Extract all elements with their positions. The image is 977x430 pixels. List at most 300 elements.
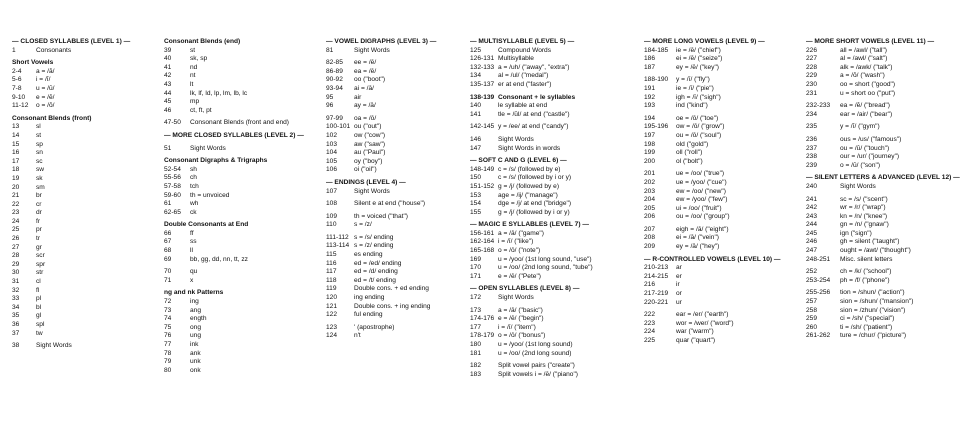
lesson-number: 239 bbox=[806, 161, 818, 169]
lesson-number: 123 bbox=[326, 323, 338, 331]
lesson-topic: e = /ē/ ("begin") bbox=[498, 315, 544, 323]
lesson-number: 7-8 bbox=[12, 84, 22, 92]
lesson-row bbox=[806, 204, 976, 213]
lesson-row bbox=[644, 149, 800, 158]
lesson-row bbox=[806, 213, 976, 222]
lesson-number: 78 bbox=[164, 349, 172, 357]
lesson-topic: lt bbox=[190, 80, 194, 88]
lesson-row bbox=[12, 85, 160, 94]
lesson-topic: sn bbox=[36, 149, 43, 157]
lesson-row bbox=[12, 94, 160, 103]
lesson-number: 174-176 bbox=[470, 315, 495, 323]
lesson-number: 75 bbox=[164, 323, 172, 331]
lesson-number: 241 bbox=[806, 195, 818, 203]
lesson-row bbox=[12, 252, 160, 261]
lesson-row bbox=[12, 235, 160, 244]
lesson-row bbox=[806, 238, 976, 247]
lesson-number: 35 bbox=[12, 312, 20, 320]
lesson-topic: y = /ī/ ("fly") bbox=[676, 76, 710, 84]
lesson-topic: ti = /sh/ ("patient") bbox=[840, 323, 893, 331]
lesson-topic: i = /ī/ ("like") bbox=[498, 238, 534, 246]
lesson-number: 17 bbox=[12, 157, 20, 165]
lesson-number: 138-139 bbox=[470, 93, 495, 101]
lesson-number: 1 bbox=[12, 46, 16, 54]
lesson-number: 199 bbox=[644, 149, 656, 157]
lesson-row bbox=[164, 64, 322, 73]
lesson-row bbox=[470, 247, 640, 256]
lesson-topic: sh bbox=[190, 165, 197, 173]
lesson-row bbox=[326, 268, 466, 277]
lesson-number: 228 bbox=[806, 63, 818, 71]
lesson-row bbox=[806, 72, 976, 81]
column-3 bbox=[326, 38, 466, 341]
lesson-topic: ang bbox=[190, 306, 202, 314]
lesson-row bbox=[470, 94, 640, 103]
lesson-row bbox=[326, 115, 466, 124]
lesson-number: 182 bbox=[470, 362, 482, 370]
lesson-row bbox=[326, 123, 466, 132]
lesson-number: 153 bbox=[470, 191, 482, 199]
lesson-topic: ink bbox=[190, 341, 199, 348]
lesson-row bbox=[326, 149, 466, 158]
lesson-number: 81 bbox=[326, 46, 334, 54]
lesson-topic: Sight Words bbox=[498, 294, 534, 302]
lesson-row bbox=[326, 141, 466, 150]
lesson-number: 113-114 bbox=[326, 242, 350, 250]
lesson-row bbox=[326, 59, 466, 68]
lesson-row bbox=[644, 55, 800, 64]
lesson-topic: ue = /yoo/ ("cue") bbox=[676, 178, 727, 186]
lesson-number: 222 bbox=[644, 311, 656, 319]
lesson-topic: ei = /ā/ ("vein") bbox=[676, 234, 719, 242]
lesson-number: 69 bbox=[164, 255, 172, 263]
lesson-number: 235 bbox=[806, 123, 818, 131]
lesson-row bbox=[164, 256, 322, 265]
lesson-row bbox=[12, 141, 160, 150]
subsection-heading: Consonant Blends (end) bbox=[164, 38, 241, 45]
lesson-number: 2-4 bbox=[12, 67, 22, 75]
lesson-topic: old ("gold") bbox=[676, 140, 709, 148]
lesson-row bbox=[644, 132, 800, 141]
lesson-number: 15 bbox=[12, 140, 20, 148]
lesson-number: 67 bbox=[164, 238, 172, 246]
lesson-topic: tr bbox=[36, 235, 41, 243]
lesson-number: 24 bbox=[12, 217, 20, 225]
lesson-topic: o = /ō/ ("note") bbox=[498, 247, 541, 255]
lesson-number: 230 bbox=[806, 80, 818, 88]
lesson-number: 232-233 bbox=[806, 102, 831, 110]
lesson-row bbox=[470, 166, 640, 175]
lesson-topic: ank bbox=[190, 349, 201, 357]
lesson-number: 247 bbox=[806, 247, 818, 255]
lesson-number: 177 bbox=[470, 323, 482, 331]
lesson-topic: Silent e at end ("house") bbox=[354, 200, 426, 208]
lesson-row bbox=[470, 230, 640, 239]
section-heading: — MULTISYLLABLE (LEVEL 5) — bbox=[470, 38, 575, 45]
lesson-number: 195-196 bbox=[644, 123, 669, 131]
lesson-topic: sk bbox=[36, 174, 43, 182]
lesson-topic: oi ("oil") bbox=[354, 166, 377, 174]
lesson-number: 30 bbox=[12, 269, 20, 277]
lesson-topic: spl bbox=[36, 321, 45, 328]
lesson-number: 154 bbox=[470, 200, 482, 208]
lesson-number: 258 bbox=[806, 306, 818, 314]
lesson-number: 104 bbox=[326, 149, 338, 157]
lesson-row bbox=[164, 277, 322, 286]
section-heading: — R-CONTROLLED VOWELS (LEVEL 10) — bbox=[644, 255, 781, 263]
lesson-topic: ow ("cow") bbox=[354, 131, 386, 139]
lesson-number: 13 bbox=[12, 123, 20, 131]
lesson-number: 203 bbox=[644, 187, 656, 195]
lesson-topic: a = /ŏ/ ("wash") bbox=[840, 72, 885, 80]
lesson-number: 216 bbox=[644, 281, 656, 289]
lesson-topic: sion = /shun/ ("mansion") bbox=[840, 298, 914, 306]
lesson-topic: lk, lf, ld, lp, lm, lb, lc bbox=[190, 89, 248, 97]
lesson-topic: ture = /chur/ ("picture") bbox=[840, 332, 907, 340]
lesson-row bbox=[12, 218, 160, 227]
lesson-number: 59-60 bbox=[164, 191, 181, 199]
lesson-number: 45 bbox=[164, 98, 172, 106]
lesson-row bbox=[470, 200, 640, 209]
column-4 bbox=[470, 38, 640, 379]
lesson-row bbox=[164, 81, 322, 90]
lesson-row bbox=[806, 102, 976, 111]
lesson-topic: ful ending bbox=[354, 311, 383, 319]
lesson-number: 132-133 bbox=[470, 63, 495, 71]
lesson-row bbox=[164, 238, 322, 247]
lesson-topic: a = /ā/ ("basic") bbox=[498, 306, 543, 314]
lesson-topic: th = unvoiced bbox=[190, 191, 230, 199]
lesson-row bbox=[326, 332, 466, 341]
lesson-row bbox=[326, 102, 466, 111]
lesson-row bbox=[644, 213, 800, 222]
lesson-topic: Split vowel pairs ("create") bbox=[498, 362, 575, 370]
lesson-row bbox=[326, 213, 466, 222]
lesson-topic: Multisyllable bbox=[498, 55, 534, 63]
lesson-row bbox=[644, 141, 800, 150]
lesson-topic: ung bbox=[190, 332, 202, 340]
lesson-number: 90-92 bbox=[326, 76, 343, 84]
lesson-number: 21 bbox=[12, 192, 20, 200]
lesson-topic: a = /uh/ ("away", "extra") bbox=[498, 63, 570, 71]
lesson-row bbox=[806, 145, 976, 154]
lesson-topic: ie = /ē/ ("chief") bbox=[676, 46, 721, 54]
lesson-topic: Sight Words bbox=[354, 187, 390, 195]
lesson-number: 126-131 bbox=[470, 55, 495, 63]
lesson-number: 93-94 bbox=[326, 84, 343, 92]
lesson-topic: br bbox=[36, 192, 42, 200]
lesson-topic: u = /yoo/ (1st long sound, "use") bbox=[498, 255, 592, 263]
lesson-number: 173 bbox=[470, 306, 482, 314]
lesson-row bbox=[164, 324, 322, 333]
lesson-row bbox=[470, 264, 640, 273]
lesson-row bbox=[470, 209, 640, 218]
lesson-topic: ew = /yoo/ ("few") bbox=[676, 196, 728, 204]
lesson-number: 206 bbox=[644, 213, 656, 221]
lesson-number: 124 bbox=[326, 332, 338, 340]
lesson-number: 229 bbox=[806, 72, 818, 80]
lesson-row bbox=[164, 72, 322, 81]
lesson-number: 76 bbox=[164, 332, 172, 340]
lesson-row bbox=[164, 350, 322, 359]
lesson-topic: unk bbox=[190, 358, 201, 366]
lesson-topic: x bbox=[190, 276, 194, 284]
lesson-topic: s = /z/ bbox=[354, 221, 372, 229]
section-heading: — VOWEL DIGRAPHS (LEVEL 3) — bbox=[326, 38, 437, 45]
lesson-number: 96 bbox=[326, 102, 334, 110]
lesson-row bbox=[12, 342, 160, 351]
lesson-row bbox=[164, 298, 322, 307]
lesson-number: 134 bbox=[470, 72, 482, 80]
lesson-topic: eigh = /ā/ ("eight") bbox=[676, 225, 729, 233]
lesson-topic: ous = /us/ ("famous") bbox=[840, 135, 902, 143]
lesson-row bbox=[164, 119, 322, 128]
lesson-number: 57-58 bbox=[164, 182, 181, 190]
lesson-number: 170 bbox=[470, 264, 482, 272]
lesson-row bbox=[12, 261, 160, 270]
lesson-row bbox=[164, 90, 322, 99]
lesson-number: 19 bbox=[12, 174, 20, 182]
lesson-row bbox=[470, 273, 640, 282]
lesson-number: 33 bbox=[12, 295, 20, 303]
lesson-topic: th = voiced ("that") bbox=[354, 212, 408, 220]
lesson-topic: ch = /k/ ("school") bbox=[840, 268, 892, 276]
lesson-number: 156-161 bbox=[470, 229, 495, 237]
lesson-row bbox=[806, 153, 976, 162]
lesson-number: 74 bbox=[164, 315, 172, 323]
lesson-row bbox=[12, 312, 160, 321]
lesson-row bbox=[644, 205, 800, 214]
lesson-number: 210-213 bbox=[644, 264, 669, 272]
lesson-topic: fr bbox=[36, 217, 41, 225]
lesson-number: 207 bbox=[644, 225, 656, 233]
lesson-number: 77 bbox=[164, 341, 172, 348]
lesson-row bbox=[326, 158, 466, 167]
lesson-row bbox=[12, 278, 160, 287]
lesson-topic: Sight Words bbox=[354, 46, 390, 54]
lesson-row bbox=[164, 174, 322, 183]
lesson-number: 187 bbox=[644, 63, 656, 71]
lesson-number: 52-54 bbox=[164, 165, 181, 173]
lesson-row bbox=[644, 196, 800, 205]
lesson-topic: a = /ā/ ("game") bbox=[498, 229, 544, 237]
lesson-topic: ed = /ed/ ending bbox=[354, 259, 402, 267]
lesson-row bbox=[644, 85, 800, 94]
lesson-number: 37 bbox=[12, 329, 20, 337]
lesson-topic: ui = /oo/ ("fruit") bbox=[676, 204, 722, 212]
lesson-row bbox=[470, 307, 640, 316]
lesson-topic: dr bbox=[36, 209, 42, 217]
lesson-number: 55-56 bbox=[164, 174, 181, 182]
lesson-topic: ci = /sh/ ("special") bbox=[840, 315, 895, 323]
lesson-number: 109 bbox=[326, 212, 338, 220]
lesson-number: 16 bbox=[12, 149, 20, 157]
lesson-topic: ll bbox=[190, 247, 193, 255]
lesson-number: 209 bbox=[644, 243, 656, 251]
lesson-number: 208 bbox=[644, 234, 656, 242]
lesson-row bbox=[644, 320, 800, 329]
lesson-number: 62-65 bbox=[164, 208, 181, 216]
lesson-topic: ph = /f/ ("phone") bbox=[840, 276, 890, 284]
section-heading: — OPEN SYLLABLES (LEVEL 8) — bbox=[470, 285, 580, 293]
lesson-topic: ing ending bbox=[354, 294, 385, 302]
lesson-row bbox=[12, 244, 160, 253]
lesson-topic: o = /ŏ/ bbox=[36, 102, 55, 110]
lesson-number: 121 bbox=[326, 302, 338, 310]
lesson-number: 197 bbox=[644, 131, 656, 139]
lesson-row bbox=[326, 132, 466, 141]
lesson-row bbox=[326, 294, 466, 303]
lesson-row bbox=[470, 64, 640, 73]
lesson-row bbox=[164, 55, 322, 64]
lesson-topic: mp bbox=[190, 98, 200, 106]
lesson-number: 9-10 bbox=[12, 93, 26, 101]
lesson-row bbox=[644, 264, 800, 273]
lesson-row bbox=[12, 149, 160, 158]
lesson-number: 61 bbox=[164, 200, 172, 208]
lesson-row bbox=[164, 183, 322, 192]
lesson-number: 107 bbox=[326, 187, 338, 195]
lesson-row bbox=[644, 115, 800, 124]
lesson-topic: tion = /shun/ ("action") bbox=[840, 289, 905, 297]
lesson-topic: tch bbox=[190, 182, 199, 190]
lesson-topic: ay = /ā/ bbox=[354, 102, 376, 110]
lesson-row bbox=[12, 47, 160, 56]
lesson-topic: gl bbox=[36, 312, 42, 320]
lesson-number: 248-251 bbox=[806, 255, 831, 263]
lesson-topic: oll ("roll") bbox=[676, 149, 703, 157]
lesson-topic: st bbox=[190, 46, 196, 54]
lesson-number: 47-50 bbox=[164, 119, 181, 127]
lesson-topic: ow = /ō/ ("grow") bbox=[676, 123, 725, 131]
lesson-row bbox=[326, 68, 466, 77]
lesson-topic: ee = /ē/ bbox=[354, 59, 377, 67]
lesson-number: 27 bbox=[12, 243, 20, 251]
lesson-row bbox=[644, 281, 800, 290]
lesson-row bbox=[470, 315, 640, 324]
lesson-number: 43 bbox=[164, 80, 172, 88]
lesson-topic: gh = silent ("taught") bbox=[840, 238, 900, 246]
lesson-number: 11-12 bbox=[12, 102, 29, 110]
lesson-number: 82-85 bbox=[326, 59, 343, 67]
lesson-topic: spr bbox=[36, 260, 46, 268]
lesson-topic: dge = /j/ at end ("bridge") bbox=[498, 200, 572, 208]
lesson-topic: a = /ă/ bbox=[36, 67, 55, 75]
lesson-topic: pl bbox=[36, 295, 42, 303]
lesson-number: 226 bbox=[806, 46, 818, 54]
lesson-number: 259 bbox=[806, 315, 818, 323]
lesson-row bbox=[806, 136, 976, 145]
lesson-topic: le syllable at end bbox=[498, 102, 548, 110]
lesson-number: 237 bbox=[806, 144, 818, 152]
lesson-topic: ea = /ē/ bbox=[354, 67, 377, 75]
lesson-topic: c = /s/ (followed by i or y) bbox=[498, 174, 572, 182]
lesson-topic: sm bbox=[36, 183, 45, 191]
lesson-row bbox=[12, 132, 160, 141]
lesson-topic: sk, sp bbox=[190, 55, 208, 63]
lesson-number: 26 bbox=[12, 235, 20, 243]
lesson-topic: ind ("kind") bbox=[676, 102, 708, 110]
lesson-topic: gn = /n/ ("gnaw") bbox=[840, 221, 889, 229]
lesson-topic: scr bbox=[36, 252, 45, 260]
lesson-number: 71 bbox=[164, 276, 172, 284]
lesson-number: 252 bbox=[806, 268, 818, 276]
lesson-topic: ' (apostrophe) bbox=[354, 323, 395, 331]
lesson-row bbox=[12, 295, 160, 304]
lesson-topic: o = /ŭ/ ("son") bbox=[840, 161, 881, 169]
lesson-topic: ol ("bolt") bbox=[676, 157, 703, 165]
lesson-row bbox=[12, 76, 160, 85]
lesson-topic: ur bbox=[676, 298, 682, 306]
lesson-row bbox=[164, 247, 322, 256]
lesson-topic: u = /ŭ/ bbox=[36, 84, 55, 92]
lesson-row bbox=[470, 47, 640, 56]
lesson-number: 36 bbox=[12, 321, 20, 328]
lesson-number: 70 bbox=[164, 268, 172, 276]
section-heading: — CLOSED SYLLABLES (LEVEL 1) — bbox=[12, 38, 131, 45]
lesson-number: 205 bbox=[644, 204, 656, 212]
lesson-number: 260 bbox=[806, 323, 818, 331]
lesson-topic: wr = /r/ ("wrap") bbox=[840, 204, 886, 212]
lesson-row bbox=[806, 162, 976, 171]
lesson-topic: s = /z/ ending bbox=[354, 242, 394, 250]
lesson-number: 198 bbox=[644, 140, 656, 148]
lesson-number: 142-145 bbox=[470, 123, 495, 131]
lesson-number: 42 bbox=[164, 72, 172, 80]
lesson-topic: Consonant Blends (front and end) bbox=[190, 119, 289, 127]
lesson-row bbox=[326, 260, 466, 269]
lesson-row bbox=[806, 298, 976, 307]
lesson-number: 135-137 bbox=[470, 80, 495, 88]
lesson-topic: alk = /awk/ ("talk") bbox=[840, 63, 893, 71]
lesson-row bbox=[806, 289, 976, 298]
lesson-row bbox=[326, 303, 466, 312]
lesson-number: 41 bbox=[164, 63, 172, 71]
lesson-number: 178-179 bbox=[470, 332, 495, 340]
lesson-number: 245 bbox=[806, 229, 818, 237]
lesson-topic: gr bbox=[36, 243, 42, 251]
lesson-topic: kn = /n/ ("knee") bbox=[840, 212, 888, 220]
lesson-topic: fl bbox=[36, 286, 40, 294]
lesson-topic: ch bbox=[190, 174, 197, 182]
lesson-topic: ou ("out") bbox=[354, 123, 382, 131]
lesson-row bbox=[806, 221, 976, 230]
lesson-row bbox=[12, 158, 160, 167]
lesson-topic: ck bbox=[190, 208, 197, 216]
lesson-row bbox=[164, 367, 322, 376]
lesson-number: 181 bbox=[470, 349, 482, 357]
section-heading: — MORE SHORT VOWELS (LEVEL 11) — bbox=[806, 38, 935, 45]
lesson-number: 257 bbox=[806, 298, 818, 306]
lesson-number: 201 bbox=[644, 170, 656, 178]
lesson-row bbox=[806, 111, 976, 120]
lesson-number: 110 bbox=[326, 221, 337, 229]
lesson-topic: Sight Words bbox=[190, 144, 226, 152]
lesson-row bbox=[326, 188, 466, 197]
lesson-topic: ea = /ĕ/ ("bread") bbox=[840, 102, 890, 110]
lesson-topic: Sight Words bbox=[840, 182, 876, 190]
lesson-row bbox=[12, 102, 160, 111]
lesson-row bbox=[644, 76, 800, 85]
lesson-number: 40 bbox=[164, 55, 172, 63]
lesson-row bbox=[164, 358, 322, 367]
lesson-topic: sc = /s/ ("scent") bbox=[840, 195, 888, 203]
lesson-row bbox=[806, 230, 976, 239]
lesson-row bbox=[164, 230, 322, 239]
lesson-number: 148-149 bbox=[470, 165, 495, 173]
lesson-topic: quar ("quart") bbox=[676, 337, 716, 344]
lesson-topic: i = /ĭ/ bbox=[36, 76, 51, 84]
